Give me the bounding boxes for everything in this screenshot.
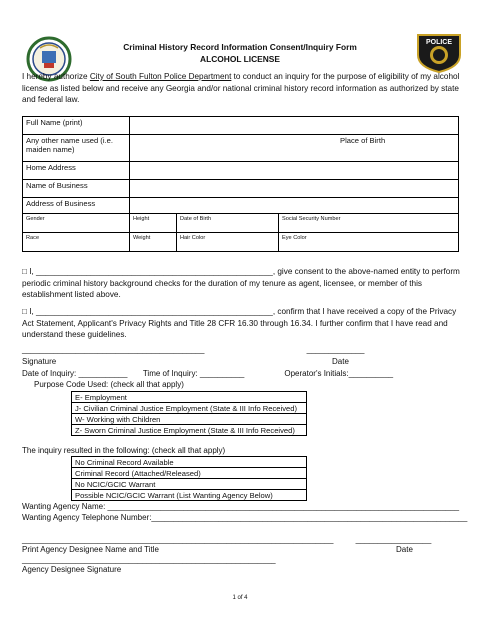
inquiry-line[interactable]: Date of Inquiry: ___________ Time of Inquiry: __________ Operator's Initials:__________ (22, 369, 394, 378)
hair-color-label[interactable]: Hair Color (177, 233, 279, 252)
purpose-code-item[interactable]: Z- Sworn Criminal Justice Employment (State & III Info Received) (72, 425, 307, 436)
signature-line[interactable]: _________________________________________ _____________ (22, 345, 365, 354)
result-item[interactable]: No Criminal Record Available (72, 457, 307, 468)
other-names-field[interactable] (130, 135, 459, 162)
wanting-agency-phone-line[interactable]: Wanting Agency Telephone Number:_______________________________________________________________________ (22, 513, 468, 522)
applicant-info-table (22, 116, 459, 252)
designee-name-line[interactable]: ______________________________________________________________________ _________________ (22, 535, 432, 544)
result-item[interactable]: Possible NCIC/GCIC Warrant (List Wanting Agency Below) (72, 490, 307, 501)
authorization-paragraph (22, 71, 462, 106)
designee-date-label: Date (396, 545, 413, 554)
purpose-code-table (71, 391, 307, 436)
designee-name-label: Print Agency Designee Name and Title (22, 545, 159, 554)
full-name-field[interactable] (130, 117, 459, 135)
full-name-label: Full Name (print) (23, 117, 130, 135)
agency-signature-line[interactable]: _________________________________________________________ (22, 555, 276, 564)
business-address-field[interactable] (130, 198, 459, 214)
result-item[interactable]: Criminal Record (Attached/Released) (72, 468, 307, 479)
page-number: 1 of 4 (232, 595, 248, 601)
eye-color-label[interactable]: Eye Color (279, 233, 459, 252)
wanting-agency-line[interactable]: Wanting Agency Name: _______________________________________________________________________________ (22, 502, 460, 511)
result-item[interactable]: No NCIC/GCIC Warrant (72, 479, 307, 490)
ssn-label[interactable]: Social Security Number (279, 214, 459, 233)
authorized-entity: City of South Fulton Police Department (89, 72, 232, 81)
intro-rest: to conduct an inquiry for the purpose of eligibility of my alcohol license as listed below and receive any Georgia and/or national criminal history record information as authorized by state and federal law. (22, 72, 460, 105)
business-address-label: Address of Business (23, 198, 130, 214)
home-address-field[interactable] (130, 162, 459, 180)
business-name-field[interactable] (130, 180, 459, 198)
other-names-label: Any other name used (i.e. maiden name) (23, 135, 130, 162)
purpose-code-item[interactable]: W- Working with Children (72, 414, 307, 425)
height-label[interactable]: Height (130, 214, 177, 233)
agency-signature-label: Agency Designee Signature (22, 565, 122, 574)
svg-text:POLICE: POLICE (425, 39, 453, 46)
consent-background-checks[interactable]: □ I, ____________________________________________________, give consent to the above-named entity to perform periodic criminal history background checks for the duration of my tenure as agent, licensee, or member of this establishment listed above. (22, 267, 460, 300)
signature-label: Signature (22, 357, 57, 366)
date-label: Date (332, 357, 349, 366)
race-label[interactable]: Race (23, 233, 130, 252)
weight-label[interactable]: Weight (130, 233, 177, 252)
intro-prefix: I hereby authorize (22, 72, 90, 81)
purpose-code-item[interactable]: J- Civilian Criminal Justice Employment (State & III Info Received) (72, 403, 307, 414)
home-address-label: Home Address (23, 162, 130, 180)
consent-privacy-act[interactable]: □ I, ____________________________________________________, confirm that I have received a copy of the Privacy Act Statement, Applicant's Privacy Rights and Title 28 CFR 16.30 through 16.34. I further confirm that I have read and understand these guidelines. (22, 307, 457, 340)
inquiry-result-table (71, 456, 307, 501)
form-title: Criminal History Record Information Consent/Inquiry Form (123, 42, 357, 52)
business-name-label: Name of Business (23, 180, 130, 198)
place-of-birth-label: Place of Birth (340, 136, 386, 145)
gender-label[interactable]: Gender (23, 214, 130, 233)
form-subtitle: ALCOHOL LICENSE (200, 54, 280, 64)
purpose-code-item[interactable]: E- Employment (72, 392, 307, 403)
police-badge-logo (414, 31, 464, 73)
dob-label[interactable]: Date of Birth (177, 214, 279, 233)
result-label: The inquiry resulted in the following: (check all that apply) (22, 446, 226, 455)
purpose-label: Purpose Code Used: (check all that apply) (34, 380, 184, 389)
